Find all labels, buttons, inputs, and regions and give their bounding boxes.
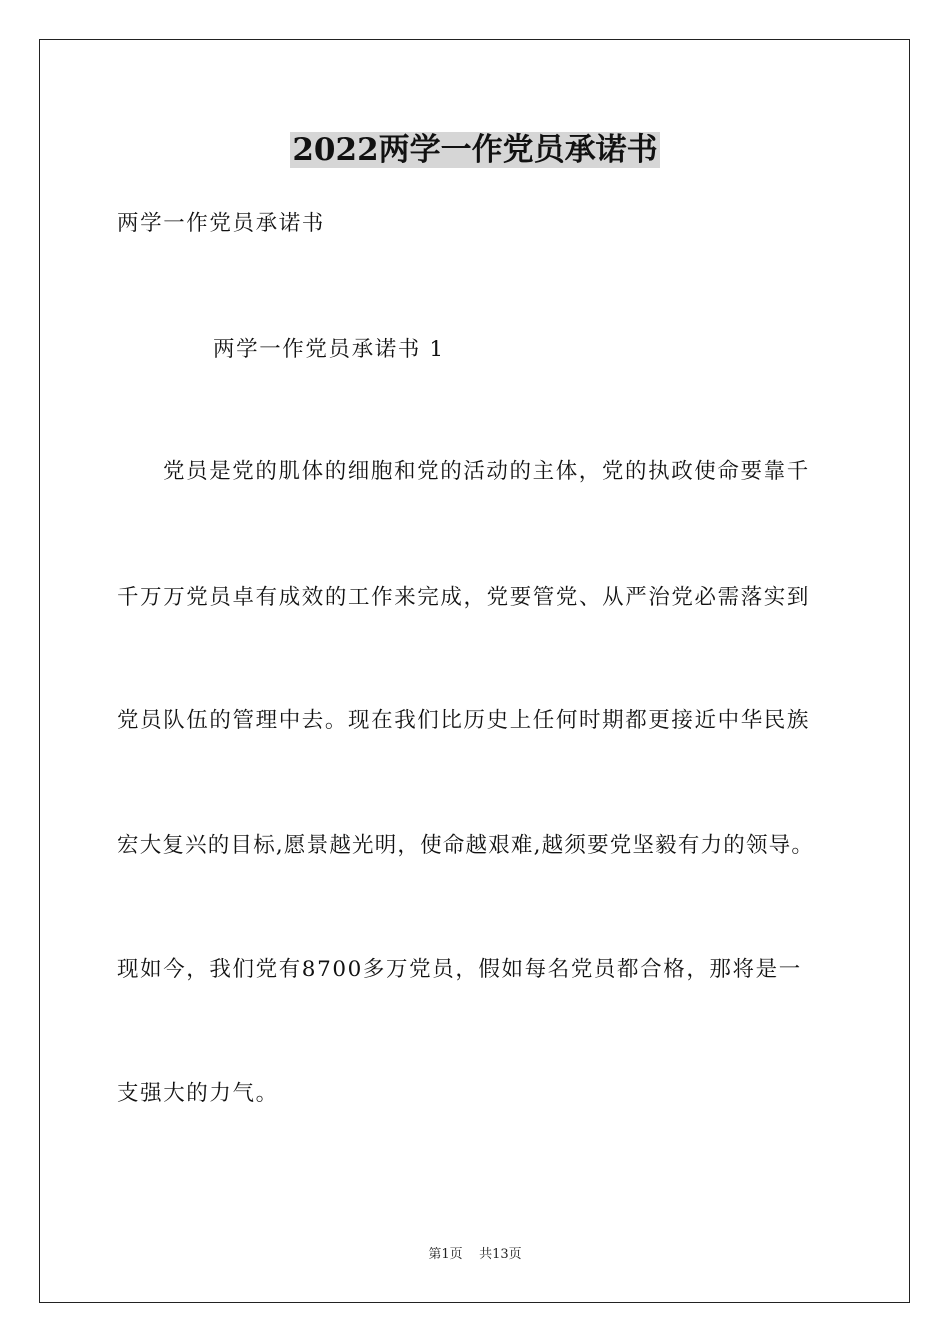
- document-subtitle: 两学一作党员承诺书: [117, 211, 325, 236]
- body-line-5: 现如今，我们党有8700多万党员，假如每名党员都合格，那将是一: [117, 957, 802, 982]
- body-line-4: 宏大复兴的目标,愿景越光明，使命越艰难,越须要党坚毅有力的领导。: [117, 833, 815, 858]
- body-line-3: 党员队伍的管理中去。现在我们比历史上任何时期都更接近中华民族: [117, 708, 811, 733]
- page-total: 共13页: [479, 1247, 522, 1262]
- document-title-container: [0, 124, 950, 176]
- section-heading: 两学一作党员承诺书 1: [213, 337, 445, 362]
- page-footer: [0, 1246, 950, 1264]
- page-number: 第1页: [428, 1247, 463, 1262]
- body-line-2: 千万万党员卓有成效的工作来完成，党要管党、从严治党必需落实到: [117, 585, 811, 610]
- body-line-1: 党员是党的肌体的细胞和党的活动的主体，党的执政使命要靠千: [163, 459, 810, 484]
- body-line-6: 支强大的力气。: [117, 1081, 279, 1106]
- document-title: 2022两学一作党员承诺书: [292, 132, 658, 168]
